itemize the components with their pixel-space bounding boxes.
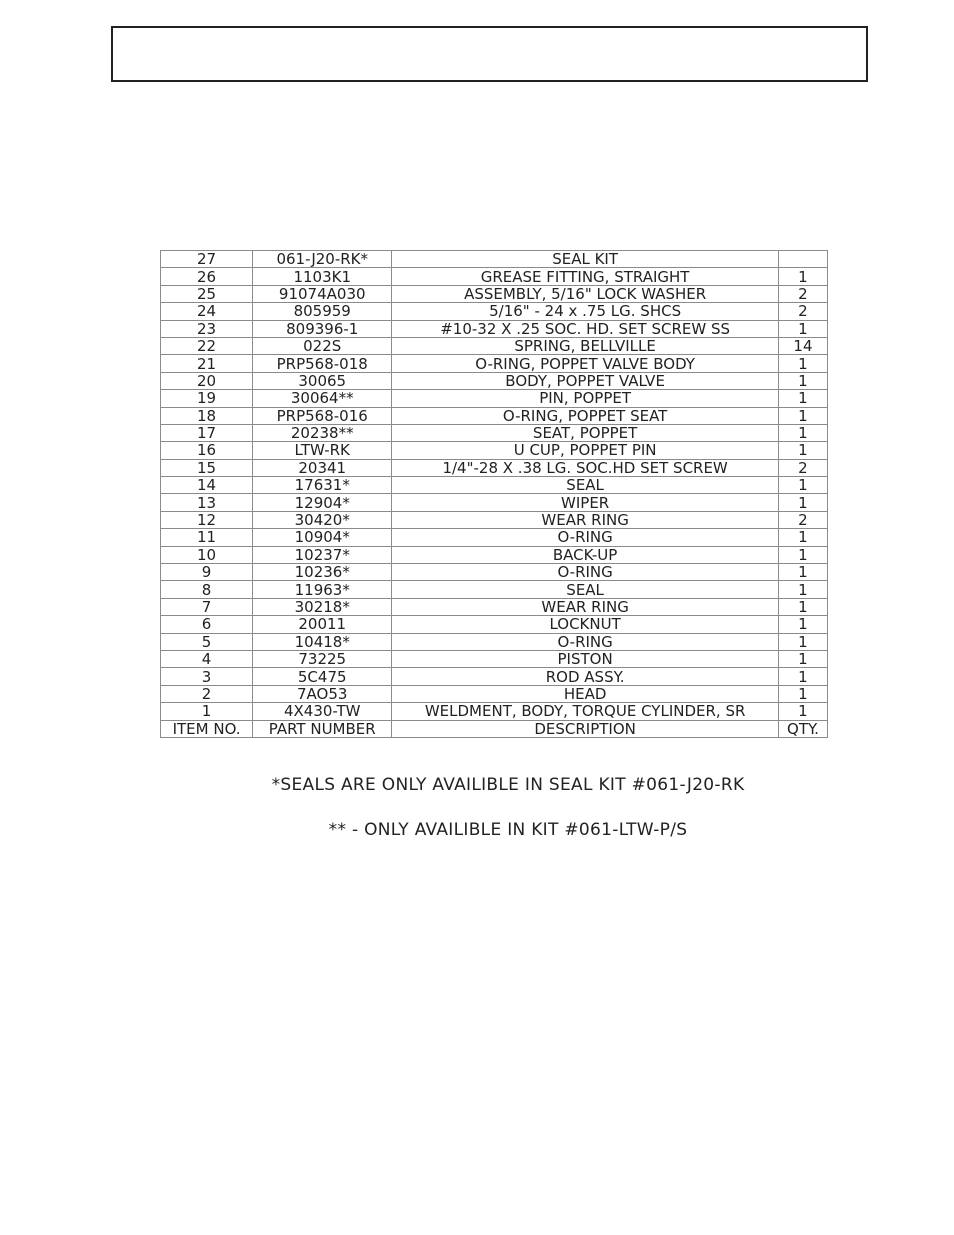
bom-row [161, 546, 828, 563]
item-no-cell: 1 [161, 703, 253, 720]
bom-row [161, 355, 828, 372]
item-no-cell: 27 [161, 251, 253, 268]
item-no-cell: 13 [161, 494, 253, 511]
part-number-cell: 809396-1 [253, 320, 392, 337]
bom-row [161, 650, 828, 667]
bom-row [161, 668, 828, 685]
bom-row [161, 477, 828, 494]
qty-cell: 1 [778, 581, 827, 598]
item-no-cell: 8 [161, 581, 253, 598]
qty-cell: 1 [778, 650, 827, 667]
item-no-cell: 20 [161, 372, 253, 389]
qty-cell: 1 [778, 598, 827, 615]
bom-row [161, 337, 828, 354]
description-cell: WEAR RING [392, 598, 779, 615]
bom-row [161, 494, 828, 511]
seal-kit-note: *SEALS ARE ONLY AVAILIBLE IN SEAL KIT #061-J20-RK [271, 775, 745, 795]
qty-cell: 1 [778, 442, 827, 459]
description-cell: #10-32 X .25 SOC. HD. SET SCREW SS [392, 320, 779, 337]
header-description: DESCRIPTION [392, 720, 779, 737]
part-number-cell: 11963* [253, 581, 392, 598]
qty-cell: 1 [778, 355, 827, 372]
description-cell: WEAR RING [392, 511, 779, 528]
bom-row [161, 598, 828, 615]
bom-row [161, 703, 828, 720]
qty-cell: 2 [778, 303, 827, 320]
description-cell: O-RING [392, 633, 779, 650]
bom-row [161, 511, 828, 528]
part-number-cell: 73225 [253, 650, 392, 667]
part-number-cell: 805959 [253, 303, 392, 320]
item-no-cell: 7 [161, 598, 253, 615]
item-no-cell: 19 [161, 390, 253, 407]
item-no-cell: 24 [161, 303, 253, 320]
part-number-cell: 5C475 [253, 668, 392, 685]
qty-cell: 1 [778, 320, 827, 337]
qty-cell: 1 [778, 546, 827, 563]
bom-row [161, 251, 828, 268]
item-no-cell: 17 [161, 424, 253, 441]
part-number-cell: 20341 [253, 459, 392, 476]
bom-row [161, 616, 828, 633]
qty-cell: 1 [778, 564, 827, 581]
item-no-cell: 16 [161, 442, 253, 459]
qty-cell: 2 [778, 285, 827, 302]
description-cell: PIN, POPPET [392, 390, 779, 407]
description-cell: 5/16" - 24 x .75 LG. SHCS [392, 303, 779, 320]
description-cell: PISTON [392, 650, 779, 667]
part-number-cell: 10236* [253, 564, 392, 581]
item-no-cell: 2 [161, 685, 253, 702]
qty-cell: 1 [778, 685, 827, 702]
part-number-cell: 022S [253, 337, 392, 354]
part-number-cell: 10418* [253, 633, 392, 650]
bom-row [161, 320, 828, 337]
bom-row [161, 407, 828, 424]
item-no-cell: 6 [161, 616, 253, 633]
bom-row [161, 529, 828, 546]
bom-row [161, 424, 828, 441]
description-cell: 1/4"-28 X .38 LG. SOC.HD SET SCREW [392, 459, 779, 476]
header-item-no: ITEM NO. [161, 720, 253, 737]
bill-of-materials-table [160, 250, 828, 738]
bom-header-row [161, 720, 828, 737]
description-cell: ASSEMBLY, 5/16" LOCK WASHER [392, 285, 779, 302]
part-number-cell: PRP568-018 [253, 355, 392, 372]
item-no-cell: 25 [161, 285, 253, 302]
qty-cell: 1 [778, 494, 827, 511]
part-number-cell: 17631* [253, 477, 392, 494]
part-number-cell: 30420* [253, 511, 392, 528]
description-cell: O-RING [392, 564, 779, 581]
item-no-cell: 5 [161, 633, 253, 650]
description-cell: O-RING, POPPET SEAT [392, 407, 779, 424]
item-no-cell: 12 [161, 511, 253, 528]
item-no-cell: 18 [161, 407, 253, 424]
part-number-cell: 20011 [253, 616, 392, 633]
item-no-cell: 23 [161, 320, 253, 337]
part-number-cell: 4X430-TW [253, 703, 392, 720]
qty-cell: 1 [778, 390, 827, 407]
qty-cell [778, 251, 827, 268]
item-no-cell: 21 [161, 355, 253, 372]
qty-cell: 1 [778, 424, 827, 441]
item-no-cell: 4 [161, 650, 253, 667]
part-number-cell: 12904* [253, 494, 392, 511]
qty-cell: 1 [778, 529, 827, 546]
qty-cell: 1 [778, 407, 827, 424]
bom-row [161, 581, 828, 598]
description-cell: O-RING, POPPET VALVE BODY [392, 355, 779, 372]
part-number-cell: 91074A030 [253, 285, 392, 302]
part-number-cell: 061-J20-RK* [253, 251, 392, 268]
item-no-cell: 11 [161, 529, 253, 546]
qty-cell: 2 [778, 459, 827, 476]
part-number-cell: 30065 [253, 372, 392, 389]
description-cell: U CUP, POPPET PIN [392, 442, 779, 459]
bom-row [161, 303, 828, 320]
qty-cell: 1 [778, 477, 827, 494]
description-cell: SEAT, POPPET [392, 424, 779, 441]
description-cell: HEAD [392, 685, 779, 702]
description-cell: BACK-UP [392, 546, 779, 563]
title-block-box [111, 26, 868, 82]
item-no-cell: 15 [161, 459, 253, 476]
part-number-cell: 10904* [253, 529, 392, 546]
qty-cell: 14 [778, 337, 827, 354]
bom-row [161, 268, 828, 285]
qty-cell: 2 [778, 511, 827, 528]
qty-cell: 1 [778, 703, 827, 720]
qty-cell: 1 [778, 268, 827, 285]
description-cell: ROD ASSY. [392, 668, 779, 685]
bom-row [161, 372, 828, 389]
part-number-cell: 30218* [253, 598, 392, 615]
part-number-cell: LTW-RK [253, 442, 392, 459]
bom-row [161, 390, 828, 407]
description-cell: GREASE FITTING, STRAIGHT [392, 268, 779, 285]
qty-cell: 1 [778, 668, 827, 685]
description-cell: WELDMENT, BODY, TORQUE CYLINDER, SR [392, 703, 779, 720]
part-number-cell: 1103K1 [253, 268, 392, 285]
bom-row [161, 685, 828, 702]
ltw-kit-note: ** - ONLY AVAILIBLE IN KIT #061-LTW-P/S [328, 820, 688, 840]
bom-row [161, 285, 828, 302]
item-no-cell: 14 [161, 477, 253, 494]
part-number-cell: 20238** [253, 424, 392, 441]
item-no-cell: 26 [161, 268, 253, 285]
description-cell: LOCKNUT [392, 616, 779, 633]
item-no-cell: 3 [161, 668, 253, 685]
description-cell: SEAL [392, 581, 779, 598]
bom-row [161, 459, 828, 476]
part-number-cell: 7AO53 [253, 685, 392, 702]
bom-row [161, 442, 828, 459]
bom-row [161, 633, 828, 650]
bom-row [161, 564, 828, 581]
description-cell: SEAL [392, 477, 779, 494]
item-no-cell: 22 [161, 337, 253, 354]
bom-body [161, 251, 828, 721]
part-number-cell: 30064** [253, 390, 392, 407]
description-cell: O-RING [392, 529, 779, 546]
item-no-cell: 10 [161, 546, 253, 563]
header-part-number: PART NUMBER [253, 720, 392, 737]
description-cell: WIPER [392, 494, 779, 511]
description-cell: BODY, POPPET VALVE [392, 372, 779, 389]
header-qty: QTY. [778, 720, 827, 737]
part-number-cell: 10237* [253, 546, 392, 563]
item-no-cell: 9 [161, 564, 253, 581]
part-number-cell: PRP568-016 [253, 407, 392, 424]
qty-cell: 1 [778, 633, 827, 650]
description-cell: SEAL KIT [392, 251, 779, 268]
qty-cell: 1 [778, 616, 827, 633]
qty-cell: 1 [778, 372, 827, 389]
description-cell: SPRING, BELLVILLE [392, 337, 779, 354]
